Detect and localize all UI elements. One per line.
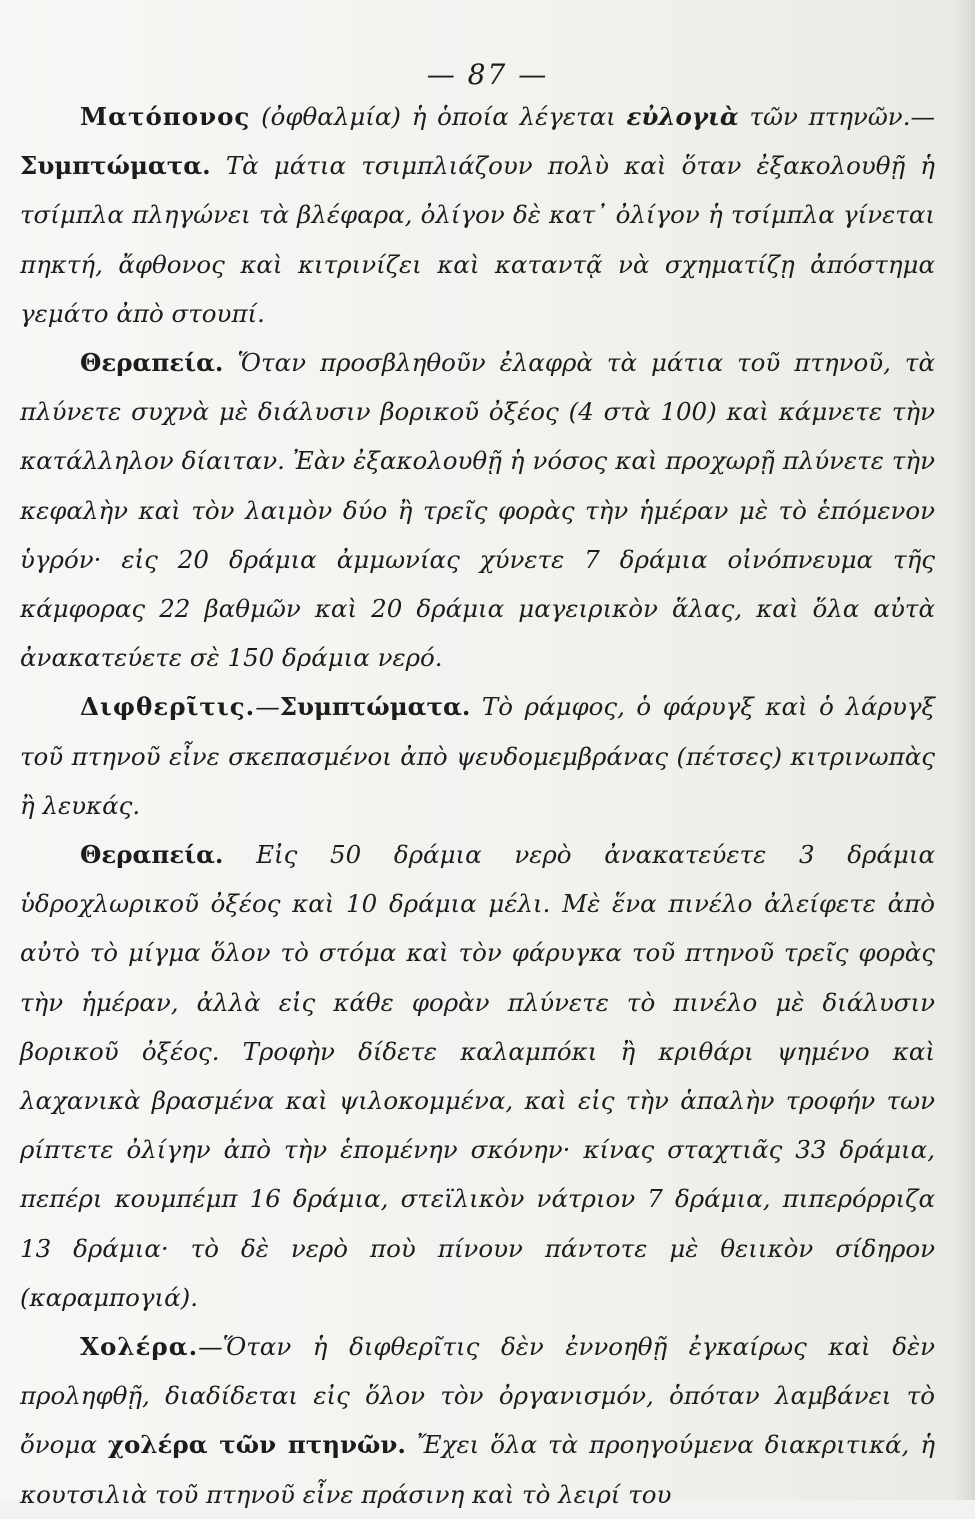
page-edge-shadow [953, 0, 975, 1500]
section-heading-matoponos: Ματόπονος [80, 102, 251, 131]
text-run: (ὀφθαλμία) ἡ ὁποία λέγεται [261, 102, 616, 131]
text-run: Τὰ μάτια τσιμπλιάζουν πολὺ καὶ ὅταν ἐξακολουθῇ ἡ τσίμπλα πληγώνει τὰ βλέφαρα, ὀλίγον δὲ κατ᾽ ὀλίγον ἡ τσίμπλα γίνεται πηκτή, ἄφθονος καὶ κιτρινίζει καὶ καταντᾷ νὰ σχηματίζῃ ἀπόστημα γεμάτο ἀπὸ στουπί. [20, 151, 935, 328]
subheading-symptoms: Συμπτώματα. [279, 692, 471, 722]
page-text [20, 92, 935, 1519]
paragraph-cholera [20, 1322, 935, 1519]
page-number: — 87 — [426, 58, 549, 91]
section-heading-diphtheria: Διφθερῖτις. [80, 692, 256, 722]
text-run: Ὅταν προσβληθοῦν ἐλαφρὰ τὰ μάτια τοῦ πτηνοῦ, τὰ πλύνετε συχνὰ μὲ διάλυσιν βορικοῦ ὀξέος (4 στὰ 100) καὶ κάμνετε τὴν κατάλληλον δίαιταν. Ἐὰν ἐξακολουθῇ ἡ νόσος καὶ προχωρῇ πλύνετε τὴν κεφαλὴν καὶ τὸν λαιμὸν δύο ἢ τρεῖς φορὰς τὴν ἡμέραν μὲ τὸ ἑπόμενον ὑγρόν· εἰς 20 δράμια ἀμμωνίας χύνετε 7 δράμια οἰνόπνευμα τῆς κάμφορας 22 βαθμῶν καὶ 20 δράμια μαγειρικὸν ἅλας, καὶ ὅλα αὐτὰ ἀνακατεύετε σὲ 150 δράμια νερό. [20, 348, 935, 673]
text-run: τῶν πτηνῶν.— [749, 102, 935, 131]
dash: — [255, 692, 280, 722]
paragraph-diphtheria [20, 682, 935, 830]
subheading-therapy: Θεραπεία. [80, 840, 224, 870]
term-cholera: χολέρα τῶν πτηνῶν. [107, 1430, 406, 1460]
text-run: Τὸ ράμφος, ὁ φάρυγξ καὶ ὁ λάρυγξ τοῦ πτηνοῦ εἶνε σκεπασμένοι ἀπὸ ψευδομεμβράνας (πέτσες) κιτρινωπὰς ἢ λευκάς. [20, 692, 935, 820]
paragraph-matoponos [20, 92, 935, 338]
term-eulogia: εὐλογιὰ [626, 102, 739, 131]
text-run: —Ὅταν ἡ διφθερῖτις δὲν ἐννοηθῇ ἐγκαίρως καὶ δὲν προληφθῇ, διαδίδεται εἰς ὅλον τὸν ὀργανισμόν, ὁπόταν λαμβάνει τὸ ὄνομα [20, 1332, 935, 1460]
subheading-therapy: Θεραπεία. [80, 348, 224, 378]
paragraph-therapy-2 [20, 830, 935, 1322]
text-run: Ἔχει ὅλα τὰ προηγούμενα διακριτικά, ἡ κουτσιλιὰ τοῦ πτηνοῦ εἶνε πράσινη καὶ τὸ λειρί του [20, 1430, 936, 1509]
subheading-symptoms: Συμπτώματα. [20, 151, 211, 181]
text-run: Εἰς 50 δράμια νερὸ ἀνακατεύετε 3 δράμια ὑδροχλωρικοῦ ὀξέος καὶ 10 δράμια μέλι. Μὲ ἕνα πινέλο ἀλείφετε ἀπὸ αὐτὸ τὸ μίγμα ὅλον τὸ στόμα καὶ τὸν φάρυγκα τοῦ πτηνοῦ τρεῖς φορὰς τὴν ἡμέραν, ἀλλὰ εἰς κάθε φορὰν πλύνετε τὸ πινέλο μὲ διάλυσιν βορικοῦ ὀξέος. Τροφὴν δίδετε καλαμπόκι ἢ κριθάρι ψημένο καὶ λαχανικὰ βρασμένα καὶ ψιλοκομμένα, καὶ εἰς τὴν ἁπαλὴν τροφήν των ρίπτετε ὀλίγην ἀπὸ τὴν ἑπομένην σκόνην· κίνας σταχτιᾶς 33 δράμια, πεπέρι κουμπέμπ 16 δράμια, στεϊλικὸν νάτριον 7 δράμια, πιπερόρριζα 13 δράμια· τὸ δὲ νερὸ ποὺ πίνουν πάντοτε μὲ θειικὸν σίδηρον (καραμπογιά). [20, 840, 935, 1312]
section-heading-cholera: Χολέρα. [80, 1332, 199, 1362]
paragraph-therapy-1 [20, 338, 935, 682]
